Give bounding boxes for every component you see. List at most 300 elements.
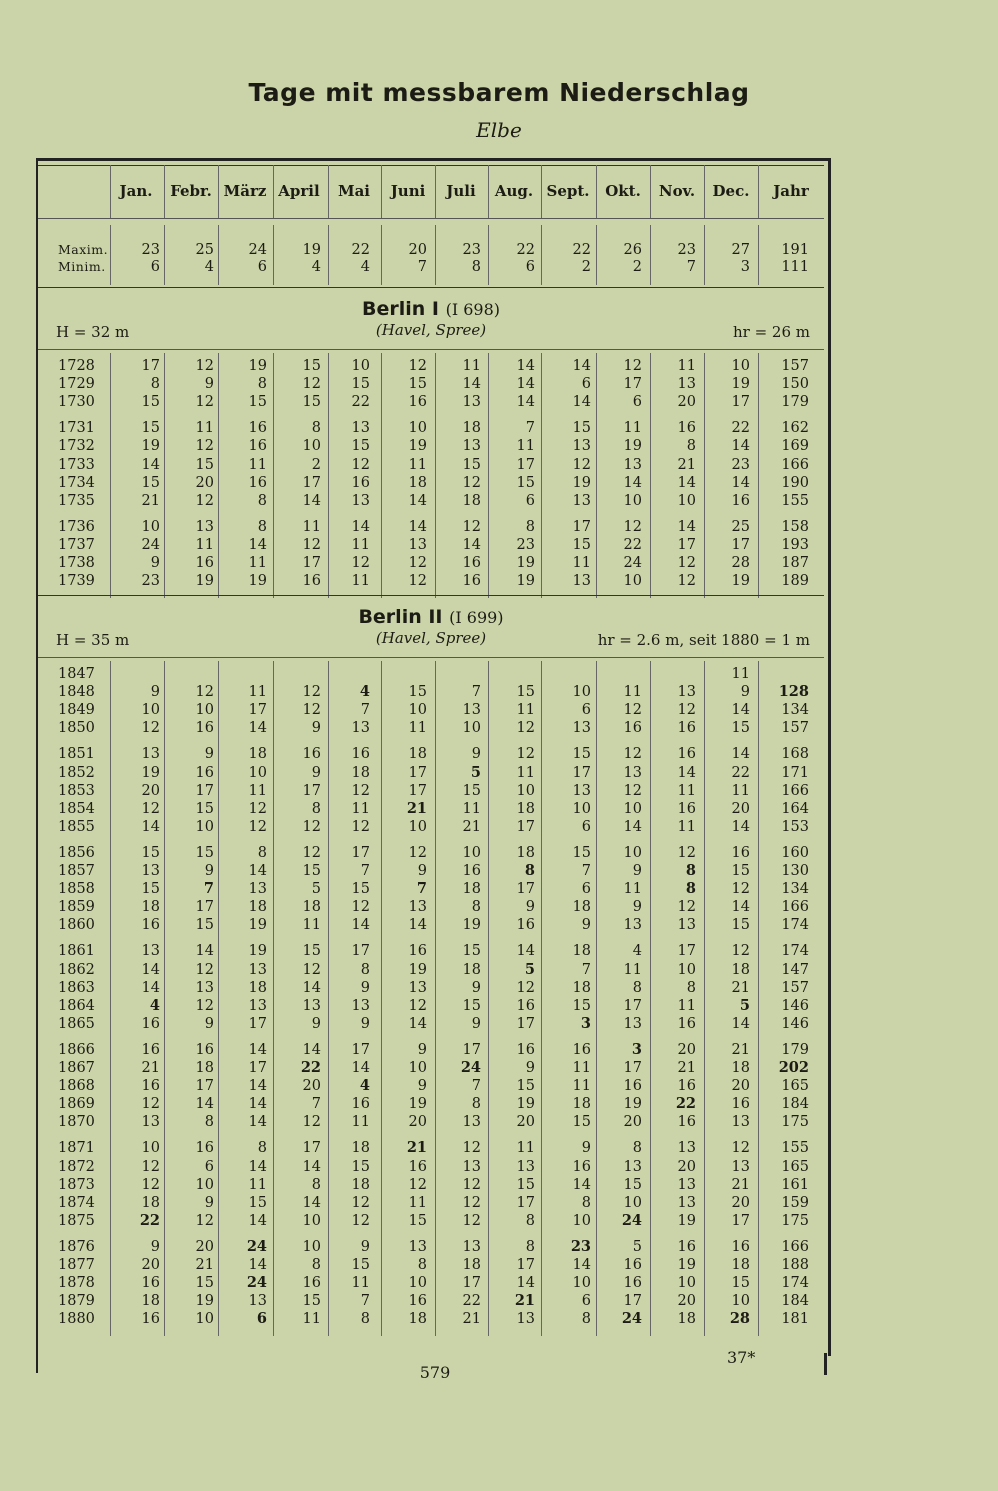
table-cell: 11	[623, 684, 642, 701]
table-cell: 10	[141, 1140, 160, 1157]
table-cell: 10	[408, 702, 427, 719]
table-cell: 12	[462, 474, 481, 491]
table-rule	[38, 657, 824, 658]
table-cell: 11	[351, 1114, 370, 1131]
table-cell: 19	[141, 438, 160, 455]
table-cell: 6	[525, 259, 535, 275]
table-cell: 16	[408, 1293, 427, 1310]
table-cell: 157	[781, 720, 809, 737]
table-cell: 6	[581, 376, 591, 393]
column-rule	[704, 225, 705, 285]
table-cell: 15	[302, 358, 321, 374]
table-cell: 14	[408, 1015, 427, 1032]
table-cell: 18	[351, 764, 370, 781]
column-rule	[488, 165, 489, 218]
table-cell: 19	[516, 555, 535, 571]
table-cell: 10	[572, 1212, 591, 1229]
table-cell: 8	[360, 961, 370, 978]
table-cell: 6	[581, 1293, 591, 1310]
row-label: 1738	[58, 555, 95, 571]
table-row	[38, 1292, 824, 1310]
table-cell: 9	[204, 1194, 214, 1211]
table-cell: 20	[302, 1078, 321, 1095]
table-cell: 19	[248, 573, 267, 590]
table-cell: 12	[351, 782, 370, 799]
row-label: Minim.	[58, 259, 106, 274]
table-cell: 11	[351, 536, 370, 553]
table-cell: 10	[195, 702, 214, 719]
row-label: 1868	[58, 1078, 95, 1095]
table-cell: 165	[781, 1158, 809, 1175]
table-cell: 7	[360, 863, 370, 879]
table-cell: 13	[623, 456, 642, 473]
table-cell: 16	[462, 863, 481, 879]
table-cell: 19	[731, 376, 750, 393]
column-rule	[381, 165, 382, 218]
table-cell: 11	[731, 782, 750, 799]
column-rule	[488, 661, 489, 1336]
table-row	[38, 665, 824, 683]
table-cell: 22	[572, 242, 591, 258]
table-cell: 13	[731, 1114, 750, 1131]
table-cell: 8	[632, 979, 642, 996]
column-rule	[650, 165, 651, 218]
table-cell: 12	[141, 1096, 160, 1113]
table-cell: 19	[462, 917, 481, 934]
table-cell: 14	[677, 764, 696, 781]
table-cell: 15	[302, 1293, 321, 1310]
table-cell: 193	[781, 536, 809, 553]
table-cell: 15	[195, 917, 214, 934]
row-label: 1872	[58, 1158, 95, 1175]
table-cell: 18	[408, 1311, 427, 1328]
table-cell: 5	[524, 960, 535, 978]
table-cell: 15	[572, 746, 591, 763]
table-cell: 7	[311, 1096, 321, 1113]
table-cell: 9	[525, 899, 535, 916]
table-cell: 19	[408, 961, 427, 978]
table-cell: 15	[408, 376, 427, 393]
table-cell: 17	[351, 943, 370, 960]
table-cell: 16	[516, 997, 535, 1014]
table-cell: 17	[195, 1078, 214, 1095]
table-cell: 13	[351, 720, 370, 737]
table-cell: 12	[302, 376, 321, 393]
table-cell: 24	[246, 1237, 267, 1255]
table-cell: 174	[781, 943, 809, 960]
table-cell: 17	[462, 1041, 481, 1058]
table-cell: 18	[462, 1257, 481, 1273]
table-cell: 6	[525, 492, 535, 509]
row-label: 1856	[58, 844, 95, 861]
row-label: 1866	[58, 1041, 95, 1058]
page-title: Tage mit messbarem Niederschlag	[248, 78, 750, 107]
table-cell: 134	[781, 881, 809, 898]
table-cell: 20	[731, 1078, 750, 1095]
table-cell: 9	[360, 979, 370, 996]
table-cell: 13	[572, 492, 591, 509]
table-cell: 8	[311, 800, 321, 817]
table-cell: 12	[408, 1176, 427, 1193]
table-cell: 13	[462, 394, 481, 411]
table-row	[38, 961, 824, 979]
table-cell: 17	[462, 1275, 481, 1292]
table-cell: 168	[781, 746, 809, 763]
table-cell: 4	[311, 259, 321, 275]
row-label: 1879	[58, 1293, 95, 1310]
table-cell: 12	[248, 800, 267, 817]
table-cell: 11	[462, 358, 481, 374]
table-cell: 19	[623, 438, 642, 455]
table-cell: 15	[408, 684, 427, 701]
table-cell: 19	[408, 1096, 427, 1113]
table-cell: 16	[623, 720, 642, 737]
table-cell: 191	[781, 242, 809, 258]
table-cell: 166	[781, 1238, 809, 1255]
table-cell: 13	[195, 518, 214, 535]
table-cell: 14	[351, 1060, 370, 1076]
table-cell: 164	[781, 800, 809, 817]
table-cell: 7	[416, 880, 427, 898]
table-cell: 13	[408, 899, 427, 916]
table-cell: 19	[408, 438, 427, 455]
table-cell: 18	[462, 492, 481, 509]
table-cell: 16	[408, 1158, 427, 1175]
table-cell: 14	[677, 518, 696, 535]
table-cell: 16	[731, 1096, 750, 1113]
table-cell: 16	[141, 1275, 160, 1292]
table-cell: 8	[525, 1238, 535, 1255]
row-label: 1855	[58, 818, 95, 835]
table-cell: 18	[462, 881, 481, 898]
table-cell: 18	[572, 1096, 591, 1113]
table-cell: 24	[246, 1274, 267, 1292]
table-cell: 10	[408, 1060, 427, 1076]
table-cell: 16	[677, 1015, 696, 1032]
table-row	[38, 572, 824, 590]
table-cell: 12	[462, 1140, 481, 1157]
column-header: Sept.	[546, 182, 590, 200]
table-row	[38, 474, 824, 492]
table-cell: 18	[141, 899, 160, 916]
table-cell: 6	[256, 1310, 267, 1328]
table-cell: 22	[300, 1059, 321, 1076]
column-header: Jahr	[773, 182, 809, 200]
section-code: (I 698)	[445, 300, 501, 319]
table-cell: 14	[731, 702, 750, 719]
table-cell: 16	[408, 943, 427, 960]
column-rule	[273, 225, 274, 285]
table-cell: 13	[677, 376, 696, 393]
section-subtitle: (Havel, Spree)	[375, 629, 487, 647]
table-cell: 13	[677, 684, 696, 701]
row-label: 1867	[58, 1060, 95, 1076]
table-row	[38, 492, 824, 510]
table-cell: 11	[572, 555, 591, 571]
row-label: 1876	[58, 1238, 95, 1255]
table-cell: 15	[141, 420, 160, 437]
table-cell: 150	[781, 376, 809, 393]
table-cell: 10	[572, 1275, 591, 1292]
row-label: 1857	[58, 863, 95, 879]
table-cell: 13	[195, 979, 214, 996]
table-cell: 9	[581, 917, 591, 934]
table-cell: 16	[677, 1238, 696, 1255]
table-cell: 9	[150, 684, 160, 701]
table-cell: 12	[408, 555, 427, 571]
table-cell: 14	[462, 536, 481, 553]
table-cell: 16	[677, 746, 696, 763]
row-label: 1860	[58, 917, 95, 934]
column-rule	[328, 225, 329, 285]
table-cell: 13	[351, 997, 370, 1014]
table-row	[38, 241, 824, 259]
table-cell: 181	[781, 1311, 809, 1328]
table-cell: 179	[781, 394, 809, 411]
table-cell: 12	[677, 555, 696, 571]
table-cell: 24	[141, 536, 160, 553]
table-cell: 21	[141, 492, 160, 509]
table-rule	[38, 595, 824, 596]
column-rule	[435, 165, 436, 218]
table-cell: 24	[623, 555, 642, 571]
column-header: April	[278, 182, 320, 200]
table-cell: 10	[623, 492, 642, 509]
table-row	[38, 1095, 824, 1113]
table-cell: 16	[516, 917, 535, 934]
table-cell: 11	[623, 961, 642, 978]
table-cell: 14	[195, 943, 214, 960]
table-cell: 17	[731, 536, 750, 553]
table-cell: 13	[248, 961, 267, 978]
table-cell: 13	[141, 1114, 160, 1131]
table-cell: 11	[302, 518, 321, 535]
table-cell: 11	[731, 666, 750, 682]
table-rule	[38, 287, 824, 288]
column-rule	[596, 165, 597, 218]
table-cell: 14	[248, 1158, 267, 1175]
table-cell: 8	[311, 1257, 321, 1273]
column-rule	[435, 225, 436, 285]
table-cell: 4	[359, 1077, 370, 1095]
table-cell: 17	[302, 782, 321, 799]
table-row	[38, 357, 824, 375]
table-cell: 11	[248, 555, 267, 571]
table-cell: 10	[408, 818, 427, 835]
table-cell: 24	[621, 1211, 642, 1229]
table-cell: 20	[677, 394, 696, 411]
table-cell: 11	[408, 1194, 427, 1211]
row-label: 1865	[58, 1015, 95, 1032]
table-cell: 16	[677, 1114, 696, 1131]
row-label: 1728	[58, 358, 95, 374]
row-label: 1735	[58, 492, 95, 509]
table-cell: 12	[141, 1176, 160, 1193]
table-cell: 15	[141, 844, 160, 861]
table-cell: 12	[623, 518, 642, 535]
table-cell: 189	[781, 573, 809, 590]
table-cell: 20	[141, 1257, 160, 1273]
table-cell: 15	[248, 1194, 267, 1211]
table-cell: 23	[141, 573, 160, 590]
table-cell: 8	[686, 979, 696, 996]
table-cell: 23	[677, 242, 696, 258]
row-label: 1730	[58, 394, 95, 411]
table-cell: 9	[632, 863, 642, 879]
table-cell: 24	[248, 242, 267, 258]
table-cell: 17	[516, 881, 535, 898]
table-cell: 16	[408, 394, 427, 411]
table-cell: 13	[302, 997, 321, 1014]
table-cell: 15	[351, 1257, 370, 1273]
row-label: 1739	[58, 573, 95, 590]
table-cell: 20	[195, 474, 214, 491]
table-cell: 16	[195, 1140, 214, 1157]
table-cell: 14	[731, 1015, 750, 1032]
table-cell: 7	[360, 702, 370, 719]
table-cell: 15	[302, 943, 321, 960]
table-cell: 14	[141, 818, 160, 835]
table-cell: 13	[623, 917, 642, 934]
table-cell: 16	[623, 1275, 642, 1292]
table-cell: 11	[248, 1176, 267, 1193]
table-cell: 12	[677, 844, 696, 861]
table-cell: 23	[141, 242, 160, 258]
row-label: 1869	[58, 1096, 95, 1113]
row-label: 1863	[58, 979, 95, 996]
table-cell: 12	[731, 881, 750, 898]
table-cell: 153	[781, 818, 809, 835]
column-rule	[218, 661, 219, 1336]
table-cell: 18	[516, 800, 535, 817]
table-cell: 11	[572, 1078, 591, 1095]
table-cell: 13	[623, 1158, 642, 1175]
hr-label: hr = 26 m	[732, 323, 810, 341]
table-cell: 17	[623, 997, 642, 1014]
table-cell: 14	[141, 979, 160, 996]
table-cell: 14	[248, 1257, 267, 1273]
table-cell: 17	[141, 358, 160, 374]
row-label: 1873	[58, 1176, 95, 1193]
table-cell: 18	[731, 1257, 750, 1273]
table-cell: 19	[572, 474, 591, 491]
table-cell: 7	[417, 259, 427, 275]
table-cell: 17	[623, 1060, 642, 1076]
table-cell: 10	[408, 420, 427, 437]
table-cell: 19	[516, 1096, 535, 1113]
table-cell: 10	[677, 492, 696, 509]
table-cell: 7	[581, 961, 591, 978]
table-cell: 10	[623, 800, 642, 817]
table-cell: 9	[525, 1060, 535, 1076]
table-cell: 16	[677, 420, 696, 437]
column-rule	[381, 225, 382, 285]
table-cell: 4	[360, 259, 370, 275]
table-cell: 12	[677, 899, 696, 916]
row-label: 1854	[58, 800, 95, 817]
table-cell: 9	[581, 1140, 591, 1157]
table-cell: 20	[677, 1158, 696, 1175]
column-rule	[541, 225, 542, 285]
table-cell: 184	[781, 1293, 809, 1310]
table-cell: 7	[471, 684, 481, 701]
table-cell: 4	[359, 683, 370, 701]
table-cell: 21	[677, 456, 696, 473]
table-cell: 7	[360, 1293, 370, 1310]
table-cell: 14	[248, 1212, 267, 1229]
table-row	[38, 1310, 824, 1328]
column-header: Mai	[337, 182, 371, 200]
height-label: H = 35 m	[56, 631, 130, 649]
row-label: 1737	[58, 536, 95, 553]
table-cell: 24	[621, 1310, 642, 1328]
table-cell: 8	[525, 518, 535, 535]
table-cell: 174	[781, 1275, 809, 1292]
table-cell: 8	[524, 862, 535, 879]
table-cell: 130	[781, 863, 809, 879]
table-cell: 10	[462, 720, 481, 737]
table-cell: 8	[257, 376, 267, 393]
table-cell: 12	[516, 979, 535, 996]
table-cell: 15	[731, 917, 750, 934]
row-label: 1850	[58, 720, 95, 737]
table-cell: 14	[141, 961, 160, 978]
table-cell: 5	[470, 763, 481, 781]
table-cell: 15	[623, 1176, 642, 1193]
table-cell: 14	[572, 1176, 591, 1193]
column-rule	[328, 353, 329, 598]
table-cell: 12	[302, 684, 321, 701]
table-cell: 13	[677, 917, 696, 934]
table-cell: 10	[195, 1176, 214, 1193]
column-rule	[435, 353, 436, 598]
table-cell: 12	[248, 818, 267, 835]
table-cell: 17	[302, 1140, 321, 1157]
table-cell: 6	[204, 1158, 214, 1175]
table-cell: 10	[677, 961, 696, 978]
table-cell: 8	[417, 1257, 427, 1273]
table-cell: 19	[731, 573, 750, 590]
column-rule	[704, 661, 705, 1336]
table-cell: 15	[462, 997, 481, 1014]
column-rule	[273, 165, 274, 218]
table-cell: 18	[677, 1311, 696, 1328]
table-cell: 12	[351, 818, 370, 835]
table-cell: 15	[462, 782, 481, 799]
table-cell: 15	[572, 844, 591, 861]
table-cell: 18	[248, 899, 267, 916]
table-cell: 5	[739, 996, 750, 1014]
row-label: 1729	[58, 376, 95, 393]
table-cell: 15	[408, 1212, 427, 1229]
column-header: Juli	[446, 182, 476, 200]
column-rule	[164, 353, 165, 598]
table-cell: 16	[351, 746, 370, 763]
table-row	[38, 393, 824, 411]
table-cell: 11	[248, 782, 267, 799]
table-cell: 188	[781, 1257, 809, 1273]
table-cell: 11	[516, 1140, 535, 1157]
table-cell: 17	[248, 1060, 267, 1076]
column-rule	[596, 661, 597, 1336]
table-cell: 21	[677, 1060, 696, 1076]
table-cell: 19	[677, 1212, 696, 1229]
table-cell: 15	[516, 1176, 535, 1193]
table-cell: 12	[572, 456, 591, 473]
table-cell: 17	[516, 1015, 535, 1032]
table-cell: 11	[195, 536, 214, 553]
table-cell: 11	[351, 573, 370, 590]
